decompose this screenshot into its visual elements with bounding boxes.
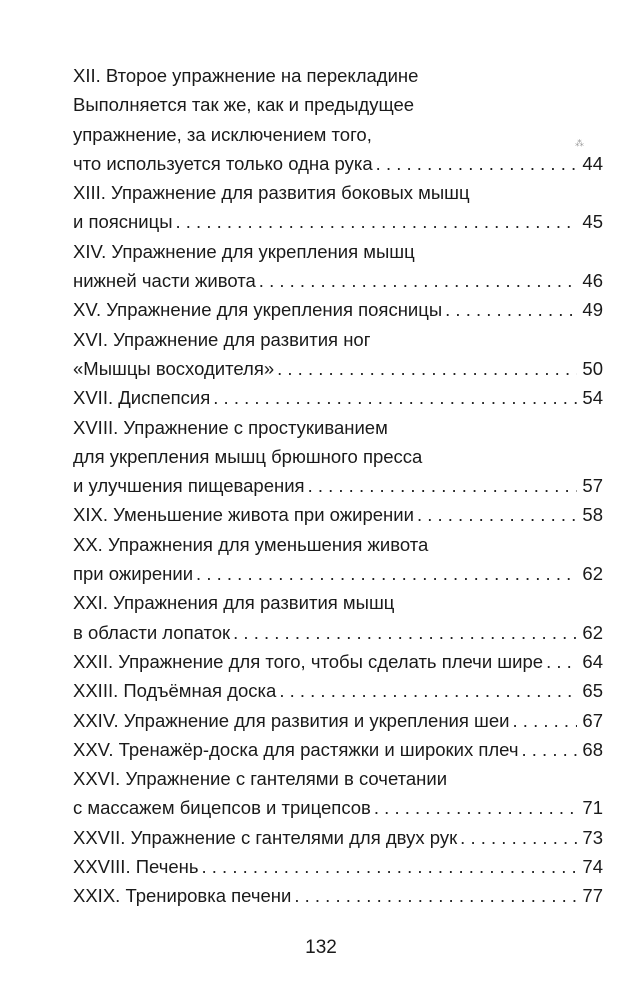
toc-entry-page: 46 [582, 270, 603, 292]
toc-entry-page: 67 [582, 709, 603, 731]
toc-entry [73, 823, 603, 852]
toc-entry [73, 325, 603, 354]
toc-entry-page: 57 [582, 475, 603, 497]
dot-leader [176, 207, 578, 236]
toc-entry [73, 207, 603, 236]
toc-entry [73, 559, 603, 588]
toc-entry-page: 71 [582, 797, 603, 819]
toc-entry-title: упражнение, за исключением того, [73, 123, 372, 145]
dot-leader [294, 881, 577, 910]
dot-leader [259, 266, 577, 295]
dot-leader [308, 471, 577, 500]
toc-entry-page: 68 [582, 738, 603, 760]
toc-entry [73, 413, 603, 442]
toc-entry-title: XXVII. Упражнение с гантелями для двух рук [73, 826, 458, 848]
dot-leader [213, 383, 577, 412]
toc-entry-title: Выполняется так же, как и предыдущее [73, 94, 415, 116]
toc-entry [73, 647, 603, 676]
toc-entry-page: 58 [582, 504, 603, 526]
toc-entry-title: и поясницы [73, 211, 173, 233]
toc-entry-page: 64 [582, 650, 603, 672]
toc-entry-page: 65 [582, 680, 603, 702]
toc-entry [73, 530, 603, 559]
toc-entry [73, 676, 603, 705]
toc-entry-title: XV. Упражнение для укрепления поясницы [73, 299, 443, 321]
dot-leader [522, 735, 578, 764]
toc-entry [73, 471, 603, 500]
toc-entry [73, 178, 603, 207]
toc-entry [73, 383, 603, 412]
toc-entry-page: 45 [582, 211, 603, 233]
toc-entry [73, 237, 603, 266]
toc-entry [73, 354, 603, 383]
toc-entry-title: XXII. Упражнение для того, чтобы сделать плечи шире [73, 650, 544, 672]
toc-entry-title: XXIV. Упражнение для развития и укрепления шеи [73, 709, 510, 731]
toc-entry [73, 588, 603, 617]
toc-entry-title: XX. Упражнения для уменьшения живота [73, 533, 429, 555]
toc-entry-title: XIX. Уменьшение живота при ожирении [73, 504, 414, 526]
dot-leader [279, 676, 577, 705]
dot-leader [513, 706, 577, 735]
page-number: 132 [305, 937, 337, 958]
toc-entry [73, 618, 603, 647]
toc-entry [73, 500, 603, 529]
toc-entry-title: с массажем бицепсов и трицепсов [73, 797, 371, 819]
toc-entry [73, 706, 603, 735]
toc-entry [73, 764, 603, 793]
toc-entry-page: 50 [582, 357, 603, 379]
dot-leader [546, 647, 577, 676]
toc-entry-title: XVI. Упражнение для развития ног [73, 328, 371, 350]
toc-entry-title: XXVI. Упражнение с гантелями в сочетании [73, 768, 448, 790]
toc-entry [73, 881, 603, 910]
toc-entry [73, 735, 603, 764]
toc-entry-title: XII. Второе упражнение на перекладине [73, 65, 419, 86]
toc-entry-title: XXVIII. Печень [73, 856, 199, 878]
toc-entry-title: нижней части живота [73, 270, 256, 292]
toc-entry-title: что используется только одна рука [73, 152, 373, 174]
toc-entry-title: «Мышцы восходителя» [73, 357, 275, 379]
toc-entry [73, 266, 603, 295]
toc-entry-title: XXIII. Подъёмная доска [73, 680, 277, 702]
toc-entry-title: при ожирении [73, 563, 194, 585]
toc-entry [73, 793, 603, 822]
dot-leader [376, 149, 577, 178]
dot-leader [201, 852, 577, 881]
toc-entry [73, 442, 603, 471]
toc-entry-page: 77 [582, 885, 603, 907]
toc-entry [73, 61, 603, 90]
toc-entry [73, 120, 603, 149]
dot-leader [374, 793, 577, 822]
toc-entry-page: 74 [582, 856, 603, 878]
toc-entry-page: 62 [582, 621, 603, 643]
scan-speck: ⁂ [575, 138, 584, 148]
table-of-contents [73, 61, 603, 911]
dot-leader [277, 354, 577, 383]
dot-leader [445, 295, 577, 324]
toc-entry-page: 73 [582, 826, 603, 848]
toc-entry-title: в области лопаток [73, 621, 231, 643]
dot-leader [417, 500, 577, 529]
toc-entry-page: 54 [582, 387, 603, 409]
toc-entry-page: 62 [582, 563, 603, 585]
toc-entry-title: XIV. Упражнение для укрепления мышц [73, 240, 415, 262]
toc-entry-title: XVIII. Упражнение с простукиванием [73, 416, 388, 438]
toc-entry-page: 44 [582, 152, 603, 174]
toc-entry-title: и улучшения пищеварения [73, 475, 305, 497]
toc-entry-page: 49 [582, 299, 603, 321]
toc-entry-title: XXI. Упражнения для развития мышц [73, 592, 395, 614]
toc-entry [73, 90, 603, 119]
toc-entry [73, 149, 603, 178]
toc-entry [73, 852, 603, 881]
dot-leader [460, 823, 577, 852]
dot-leader [196, 559, 577, 588]
toc-entry-title: XXIX. Тренировка печени [73, 885, 292, 907]
toc-entry-title: для укрепления мышц брюшного пресса [73, 445, 423, 467]
toc-entry-title: XIII. Упражнение для развития боковых мышц [73, 182, 470, 204]
toc-entry-title: XXV. Тренажёр-доска для растяжки и широких плеч [73, 738, 519, 760]
dot-leader [233, 618, 577, 647]
toc-entry [73, 295, 603, 324]
toc-entry-title: XVII. Диспепсия [73, 387, 211, 409]
